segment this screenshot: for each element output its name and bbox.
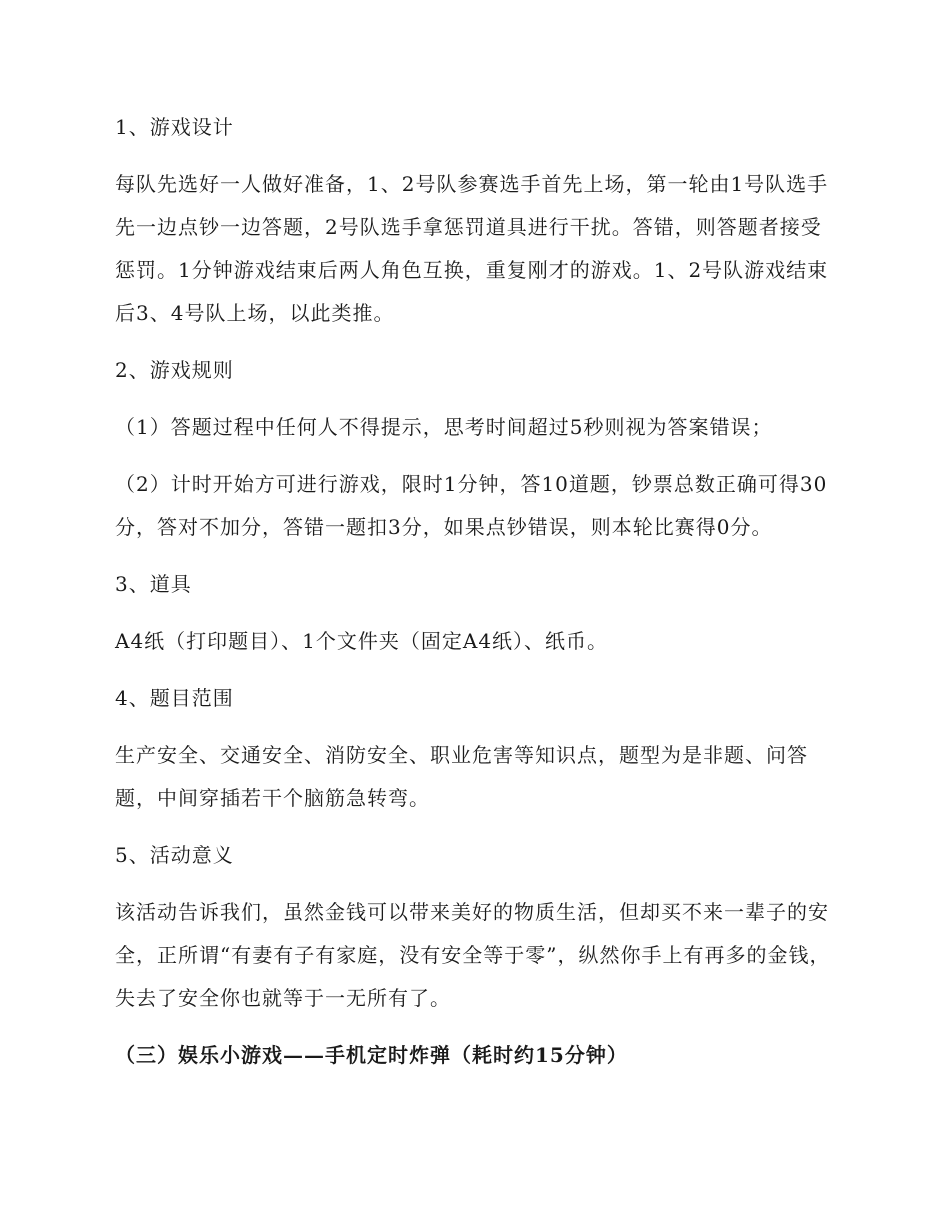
paragraph-rule-2: （2）计时开始方可进行游戏，限时1分钟，答10道题，钞票总数正确可得30分，答对不加分，答错一题扣3分，如果点钞错误，则本轮比赛得0分。 [115, 472, 828, 539]
paragraph-rule-1: （1）答题过程中任何人不得提示，思考时间超过5秒则视为答案错误； [115, 415, 773, 439]
paragraph-props: A4纸（打印题目）、1个文件夹（固定A4纸）、纸币。 [115, 629, 609, 653]
paragraph-topic-scope: 生产安全、交通安全、消防安全、职业危害等知识点，题型为是非题、问答题，中间穿插若干个脑筋急转弯。 [115, 743, 808, 810]
paragraph-activity-meaning: 该活动告诉我们，虽然金钱可以带来美好的物质生活，但却买不来一辈子的安全，正所谓“有妻有子有家庭，没有安全等于零”，纵然你手上有再多的金钱，失去了安全你也就等于一无所有了。 [115, 900, 831, 1010]
heading-topic-scope: 4、题目范围 [115, 686, 234, 710]
heading-game-design: 1、游戏设计 [115, 115, 234, 139]
section-title-entertainment-game: （三）娱乐小游戏——手机定时炸弹（耗时约15分钟） [115, 1043, 628, 1067]
heading-game-rules: 2、游戏规则 [115, 358, 234, 382]
heading-props: 3、道具 [115, 572, 192, 596]
document-page [115, 106, 840, 1077]
heading-activity-meaning: 5、活动意义 [115, 843, 234, 867]
paragraph-game-design: 每队先选好一人做好准备，1、2号队参赛选手首先上场，第一轮由1号队选手先一边点钞一边答题，2号队选手拿惩罚道具进行干扰。答错，则答题者接受惩罚。1分钟游戏结束后两人角色互换，重复刚才的游戏。1、2号队游戏结束后3、4号队上场，以此类推。 [115, 172, 829, 325]
